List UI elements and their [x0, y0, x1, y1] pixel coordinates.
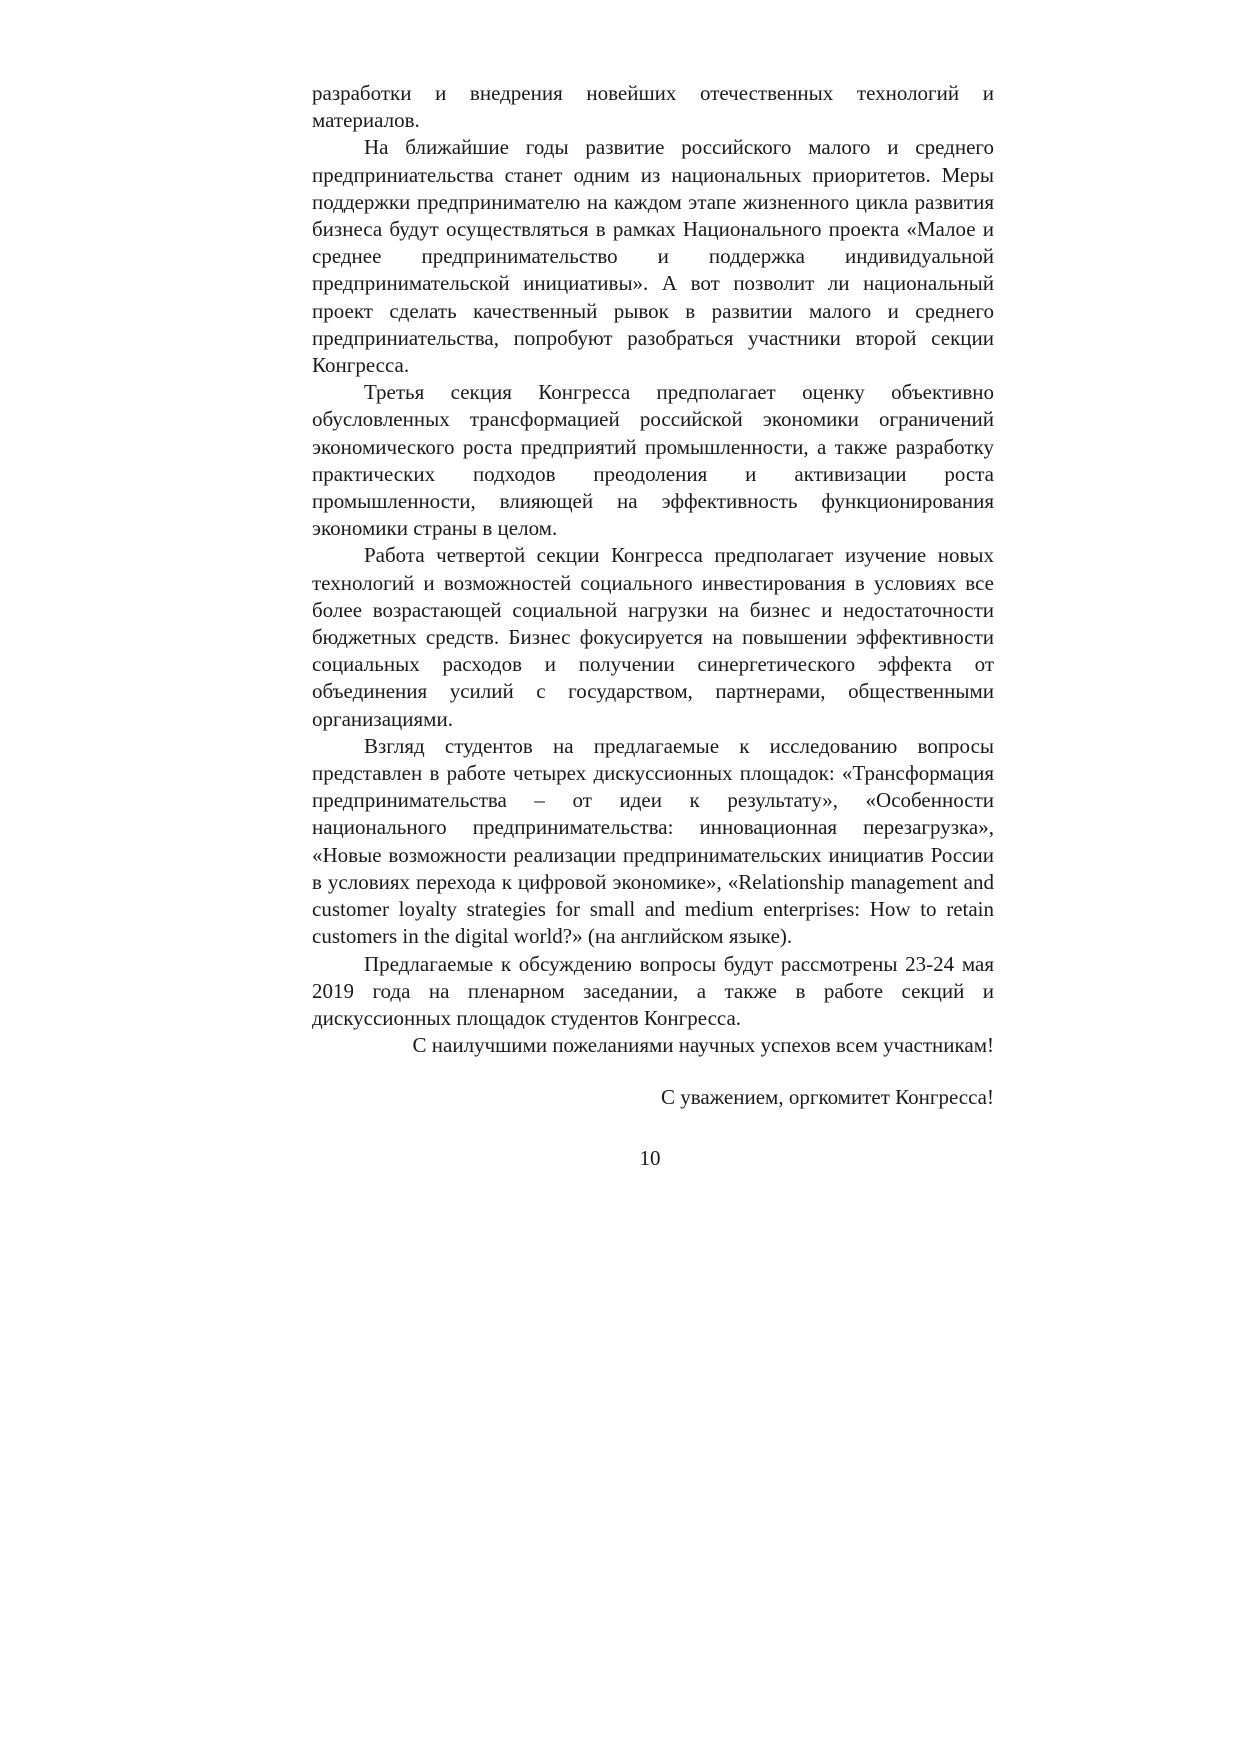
paragraph-second-section: На ближайшие годы развитие российского малого и среднего предприниательства станет одним из национальных приоритетов. Меры поддержки предпринимателю на каждом этапе жизненного цикла развития бизнеса будут осуществляться в рамках Национального проекта «Малое и среднее предпринимательство и поддержка индивидуальной предпринимательской инициативы». А вот позволит ли национальный проект сделать качественный рывок в развитии малого и среднего предприниательства, попробуют разобраться участники второй секции Конгресса. [312, 135, 994, 378]
paragraph-discussion-platforms: Взгляд студентов на предлагаемые к исследованию вопросы представлен в работе четырех дискуссионных площадок: «Трансформация предпринимательства – от идеи к результату», «Особенности национального предпринимательства: инновационная перезагрузка», «Новые возможности реализации предпринимательских инициатив России в условиях перехода к цифровой экономике», «Relationship management and customer loyalty strategies for small and medium enterprises: How to retain customers in the digital world?» (на английском языке). [312, 733, 994, 949]
paragraph-third-section: Третья секция Конгресса предполагает оценку объективно обусловленных трансформацией российской экономики ограничений экономического роста предприятий промышленности, а также разработку практических подходов преодоления и активизации роста промышленности, влияющей на эффективность функционирования экономики страны в целом. [312, 380, 994, 541]
paragraph-fourth-section: Работа четвертой секции Конгресса предполагает изучение новых технологий и возможностей социального инвестирования в условиях все более возрастающей социальной нагрузки на бизнес и недостаточности бюджетных средств. Бизнес фокусируется на повышении эффективности социальных расходов и получении синергетического эффекта от объединения усилий с государством, партнерами, общественными организациями. [312, 543, 994, 731]
document-page [312, 80, 994, 1112]
wishes-line: С наилучшими пожеланиями научных успехов всем участникам! [412, 1033, 994, 1058]
page-number: 10 [639, 1146, 661, 1170]
paragraph-continuation: разработки и внедрения новейших отечественных технологий и материалов. [312, 81, 994, 133]
closing-signature: С уважением, оргкомитет Конгресса! [660, 1085, 994, 1110]
paragraph-schedule: Предлагаемые к обсуждению вопросы будут рассмотрены 23-24 мая 2019 года на пленарном заседании, а также в работе секций и дискуссионных площадок студентов Конгресса. [312, 951, 994, 1030]
